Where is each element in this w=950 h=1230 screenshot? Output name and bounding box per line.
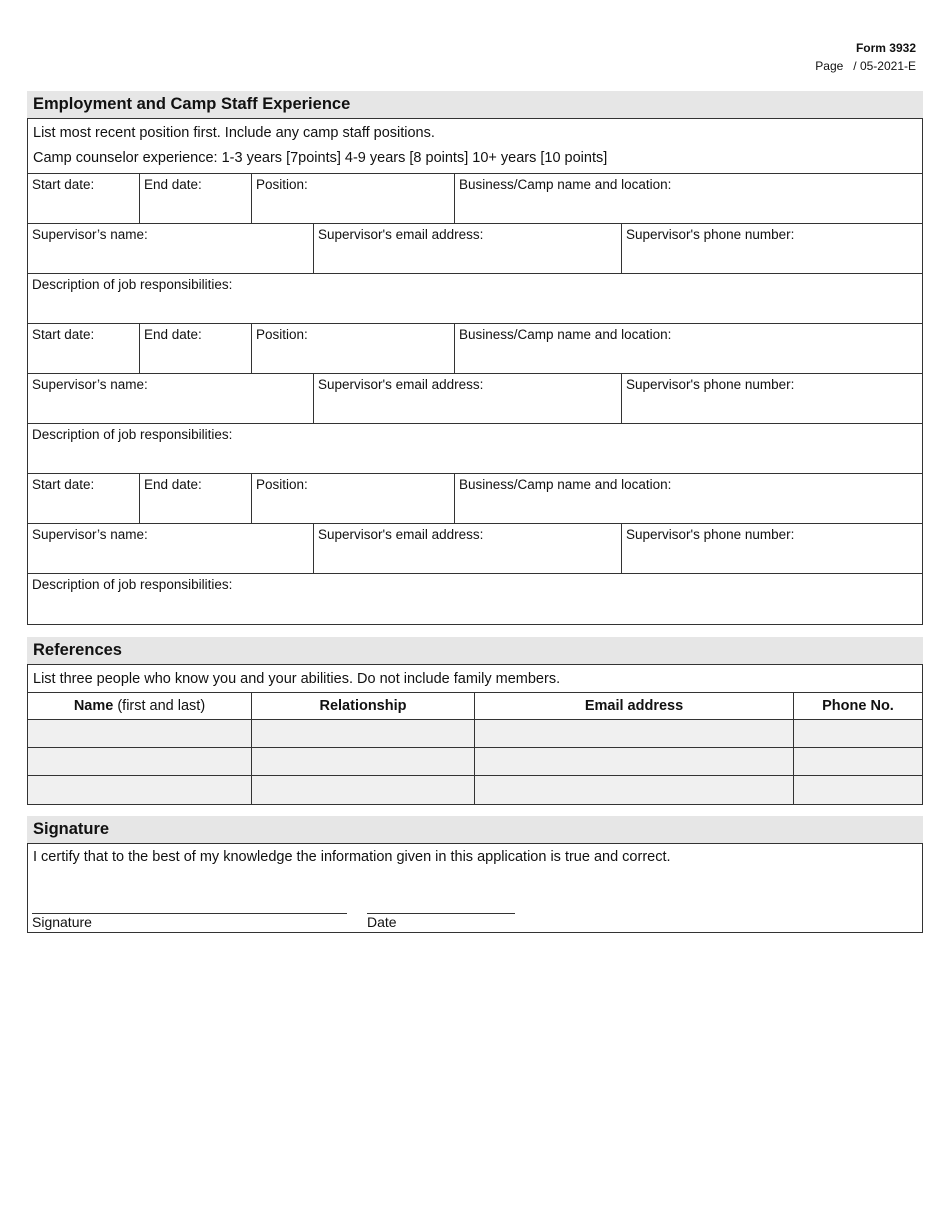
job-2-position-input[interactable] bbox=[256, 344, 450, 366]
intro-line-1: List most recent position first. Include any camp staff positions. bbox=[33, 125, 435, 141]
job-1-start-date-cell bbox=[28, 174, 140, 223]
supervisor-name-label: Supervisor’s name: bbox=[32, 227, 148, 242]
reference-2-email-input[interactable] bbox=[475, 748, 793, 775]
job-1-supervisor-phone-input[interactable] bbox=[626, 244, 918, 266]
description-label: Description of job responsibilities: bbox=[32, 277, 233, 292]
reference-3-email-input[interactable] bbox=[475, 776, 793, 804]
reference-2-name-input[interactable] bbox=[28, 748, 251, 775]
position-label: Position: bbox=[256, 177, 308, 192]
job-3-dates-row bbox=[28, 474, 922, 524]
reference-row-2 bbox=[28, 748, 922, 776]
job-1-business-input[interactable] bbox=[459, 194, 918, 216]
references-intro: List three people who know you and your abilities. Do not include family members. bbox=[28, 665, 922, 693]
position-label: Position: bbox=[256, 327, 308, 342]
signature-line[interactable] bbox=[32, 913, 347, 930]
supervisor-name-label: Supervisor’s name: bbox=[32, 377, 148, 392]
employment-intro bbox=[28, 119, 922, 174]
job-3-end-date-cell bbox=[140, 474, 252, 523]
job-1-supervisor-email-input[interactable] bbox=[318, 244, 617, 266]
job-1-end-date-input[interactable] bbox=[144, 194, 247, 216]
reference-3-name-input[interactable] bbox=[28, 776, 251, 804]
supervisor-phone-label: Supervisor's phone number: bbox=[626, 377, 795, 392]
signature-label: Signature bbox=[32, 914, 92, 930]
job-2-start-date-cell bbox=[28, 324, 140, 373]
reference-1-name-input[interactable] bbox=[28, 720, 251, 747]
reference-1-phone-input[interactable] bbox=[794, 720, 922, 747]
job-2-description-row bbox=[28, 424, 922, 474]
job-2-business-input[interactable] bbox=[459, 344, 918, 366]
job-3-position-input[interactable] bbox=[256, 494, 450, 516]
job-1-supervisor-name-cell bbox=[28, 224, 314, 273]
job-2-description-input[interactable] bbox=[32, 444, 918, 466]
reference-3-phone-input[interactable] bbox=[794, 776, 922, 804]
job-2-start-date-input[interactable] bbox=[32, 344, 135, 366]
job-1-supervisor-row bbox=[28, 224, 922, 274]
job-1-supervisor-name-input[interactable] bbox=[32, 244, 309, 266]
job-1-position-cell bbox=[252, 174, 455, 223]
job-2-end-date-input[interactable] bbox=[144, 344, 247, 366]
job-2-dates-row bbox=[28, 324, 922, 374]
reference-row-3 bbox=[28, 776, 922, 804]
job-1-position-input[interactable] bbox=[256, 194, 450, 216]
form-header bbox=[815, 39, 916, 75]
job-2-supervisor-phone-input[interactable] bbox=[626, 394, 918, 416]
job-2-supervisor-name-cell bbox=[28, 374, 314, 423]
job-3-business-input[interactable] bbox=[459, 494, 918, 516]
end-date-label: End date: bbox=[144, 177, 202, 192]
date-label: Date bbox=[367, 914, 397, 930]
job-3-business-cell bbox=[455, 474, 922, 523]
job-1-end-date-cell bbox=[140, 174, 252, 223]
references-section-title: References bbox=[27, 637, 923, 664]
reference-row-1 bbox=[28, 720, 922, 748]
job-3-supervisor-email-input[interactable] bbox=[318, 544, 617, 566]
references-header-row bbox=[28, 693, 922, 720]
end-date-label: End date: bbox=[144, 327, 202, 342]
supervisor-email-label: Supervisor's email address: bbox=[318, 527, 484, 542]
job-2-description-cell bbox=[28, 424, 922, 473]
signature-section-title: Signature bbox=[27, 816, 923, 843]
job-3-supervisor-phone-input[interactable] bbox=[626, 544, 918, 566]
date-line[interactable] bbox=[367, 913, 515, 930]
job-3-supervisor-name-input[interactable] bbox=[32, 544, 309, 566]
end-date-label: End date: bbox=[144, 477, 202, 492]
job-3-start-date-cell bbox=[28, 474, 140, 523]
job-2-position-cell bbox=[252, 324, 455, 373]
job-3-supervisor-name-cell bbox=[28, 524, 314, 573]
job-2-supervisor-name-input[interactable] bbox=[32, 394, 309, 416]
employment-table bbox=[27, 118, 923, 625]
start-date-label: Start date: bbox=[32, 327, 95, 342]
job-3-supervisor-row bbox=[28, 524, 922, 574]
description-label: Description of job responsibilities: bbox=[32, 427, 233, 442]
job-2-supervisor-phone-cell bbox=[622, 374, 922, 423]
supervisor-email-label: Supervisor's email address: bbox=[318, 377, 484, 392]
certification-text: I certify that to the best of my knowledge the information given in this application is true and correct. bbox=[33, 849, 671, 865]
supervisor-phone-label: Supervisor's phone number: bbox=[626, 227, 795, 242]
signature-box bbox=[27, 843, 923, 933]
job-1-description-cell bbox=[28, 274, 922, 323]
job-3-description-input[interactable] bbox=[32, 594, 918, 616]
job-2-supervisor-email-input[interactable] bbox=[318, 394, 617, 416]
reference-2-relationship-input[interactable] bbox=[252, 748, 474, 775]
header-relationship: Relationship bbox=[252, 693, 475, 719]
job-1-start-date-input[interactable] bbox=[32, 194, 135, 216]
supervisor-email-label: Supervisor's email address: bbox=[318, 227, 484, 242]
job-1-description-input[interactable] bbox=[32, 294, 918, 316]
page-info: Page / 05-2021-E bbox=[815, 59, 916, 73]
reference-3-relationship-input[interactable] bbox=[252, 776, 474, 804]
job-1-dates-row bbox=[28, 174, 922, 224]
job-3-supervisor-email-cell bbox=[314, 524, 622, 573]
reference-2-phone-input[interactable] bbox=[794, 748, 922, 775]
job-3-description-cell bbox=[28, 574, 922, 624]
supervisor-name-label: Supervisor’s name: bbox=[32, 527, 148, 542]
job-1-supervisor-email-cell bbox=[314, 224, 622, 273]
job-3-description-row bbox=[28, 574, 922, 624]
reference-1-email-input[interactable] bbox=[475, 720, 793, 747]
form-number: Form 3932 bbox=[855, 41, 916, 55]
references-table bbox=[27, 664, 923, 805]
header-email: Email address bbox=[475, 693, 794, 719]
description-label: Description of job responsibilities: bbox=[32, 577, 233, 592]
position-label: Position: bbox=[256, 477, 308, 492]
reference-1-relationship-input[interactable] bbox=[252, 720, 474, 747]
header-name-rest: (first and last) bbox=[113, 698, 206, 714]
start-date-label: Start date: bbox=[32, 177, 95, 192]
job-2-supervisor-email-cell bbox=[314, 374, 622, 423]
job-3-position-cell bbox=[252, 474, 455, 523]
header-name-bold: Name bbox=[73, 698, 114, 714]
job-3-start-date-input[interactable] bbox=[32, 494, 135, 516]
header-phone: Phone No. bbox=[822, 698, 894, 714]
intro-line-2: Camp counselor experience: 1-3 years [7points] 4-9 years [8 points] 10+ years [10 points] bbox=[33, 150, 608, 166]
employment-section-title: Employment and Camp Staff Experience bbox=[27, 91, 923, 118]
job-3-supervisor-phone-cell bbox=[622, 524, 922, 573]
supervisor-phone-label: Supervisor's phone number: bbox=[626, 527, 795, 542]
job-2-supervisor-row bbox=[28, 374, 922, 424]
start-date-label: Start date: bbox=[32, 477, 95, 492]
job-1-business-cell bbox=[455, 174, 922, 223]
business-label: Business/Camp name and location: bbox=[459, 177, 672, 192]
job-1-description-row bbox=[28, 274, 922, 324]
business-label: Business/Camp name and location: bbox=[459, 477, 672, 492]
business-label: Business/Camp name and location: bbox=[459, 327, 672, 342]
header-name bbox=[28, 693, 252, 719]
job-2-end-date-cell bbox=[140, 324, 252, 373]
job-1-supervisor-phone-cell bbox=[622, 224, 922, 273]
job-3-end-date-input[interactable] bbox=[144, 494, 247, 516]
job-2-business-cell bbox=[455, 324, 922, 373]
